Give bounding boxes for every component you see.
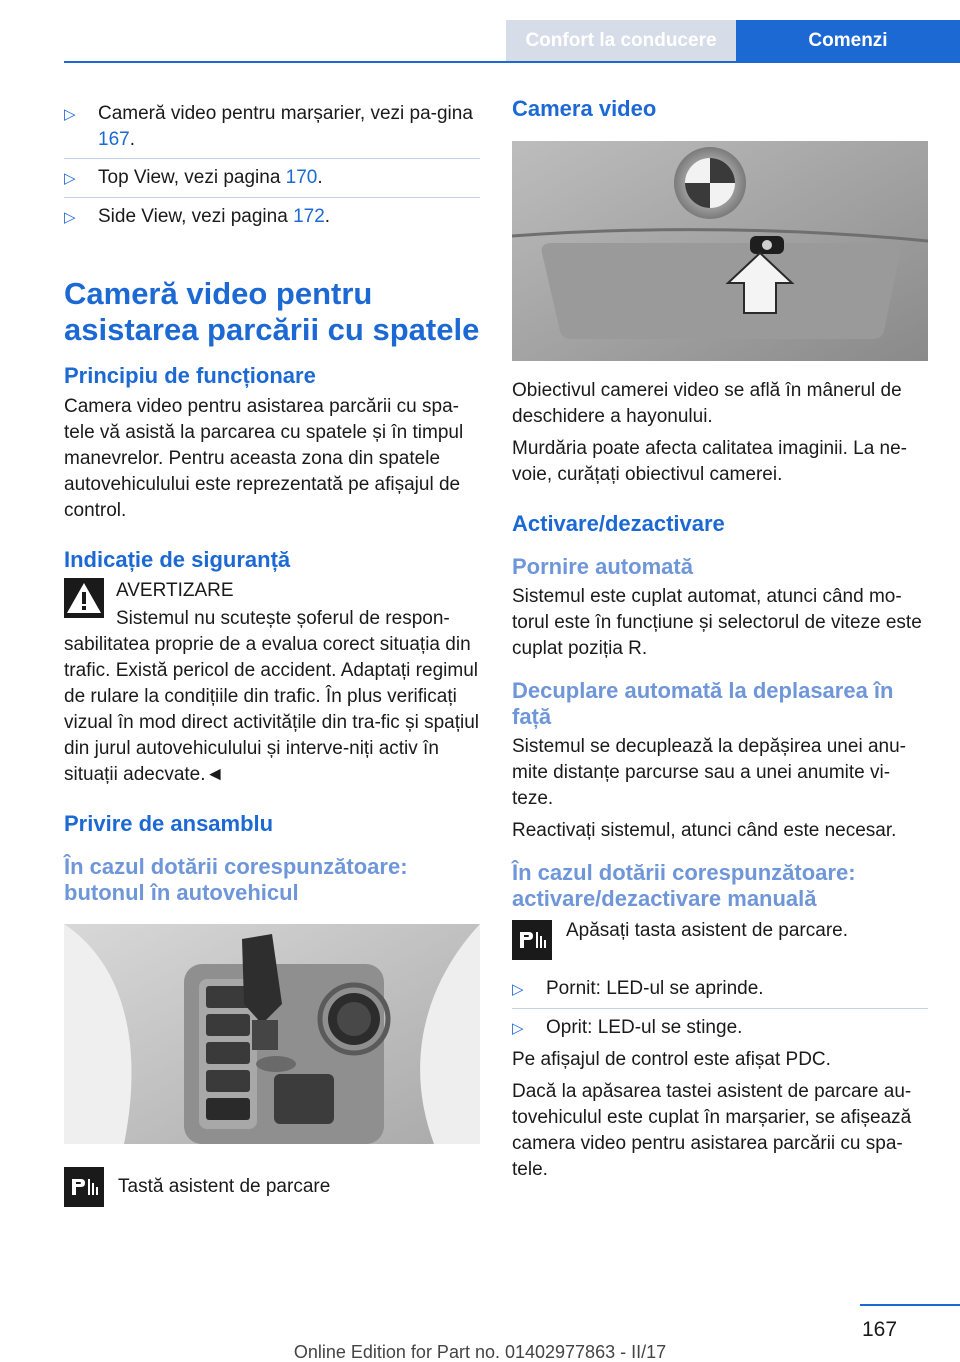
list-item-text: Top View, vezi pagina xyxy=(98,167,286,188)
list-item-text: Pornit: LED-ul se aprinde. xyxy=(546,978,764,999)
list-item: ▷ Top View, vezi pagina 170. xyxy=(64,159,480,198)
manual-heading: În cazul dotării corespunzătoare: activare/dezactivare manuală xyxy=(512,860,856,911)
warning-block xyxy=(64,578,480,788)
button-caption-row xyxy=(64,1167,480,1207)
warning-triangle-icon xyxy=(64,578,104,618)
list-item-text: Side View, vezi pagina xyxy=(98,206,294,227)
safety-heading: Indicație de siguranță xyxy=(64,547,291,572)
equipment-heading: În cazul dotării corespunzătoare: butonul în autovehicul xyxy=(64,854,408,905)
header-divider xyxy=(64,61,960,63)
auto-decouple-text: Sistemul se decuplează la depășirea unei anu-mite distanțe parcurse sau a unei anumite vi-teze. xyxy=(512,736,906,809)
parking-assistant-icon xyxy=(64,1167,104,1207)
dirt-warning-text: Murdăria poate afecta calitatea imaginii. La ne-voie, curățați obiectivul camerei. xyxy=(512,438,908,485)
list-item xyxy=(512,1009,928,1047)
principle-text: Camera video pentru asistarea parcării cu spa-tele vă asistă la parcarea cu spatele și în timpul manevrelor. Pentru aceasta zona din spatele autovehiculului este reprezentată pe afișajul de control. xyxy=(64,396,464,521)
led-status-list xyxy=(512,970,928,1047)
auto-start-text: Sistemul este cuplat automat, atunci când mo-torul este în funcțiune și selectorul de viteze este cuplat poziția R. xyxy=(512,586,922,659)
triangle-bullet-icon: ▷ xyxy=(64,209,76,226)
cross-reference-list xyxy=(64,95,480,236)
button-caption: Tastă asistent de parcare xyxy=(118,1176,331,1197)
warning-first-line: Sistemul nu scutește șoferul de respon- xyxy=(116,608,450,629)
camera-location-text: Obiectivul camerei video se află în mânerul de deschidere a hayonului. xyxy=(512,380,902,427)
list-item: ▷ Side View, vezi pagina 172. xyxy=(64,198,480,236)
reactivate-text: Reactivați sistemul, atunci când este necesar. xyxy=(512,820,897,841)
pdc-text: Pe afișajul de control este afișat PDC. xyxy=(512,1049,831,1070)
active-chapter-tab[interactable]: Comenzi xyxy=(736,20,960,62)
page-number: 167 xyxy=(862,1318,898,1341)
triangle-bullet-icon: ▷ xyxy=(64,170,76,187)
warning-text: sabilitatea proprie de a evalua corect situația din trafic. Există pericol de accident. Adaptați regimul de rulare la condițiile din trafic. În plus verificați vizual în mod direct activitățile din tra-fic și spațiul din jurul autovehiculului și interve-niți activ în situații adecvate.◄ xyxy=(64,634,479,785)
final-text: Dacă la apăsarea tastei asistent de parcare au-tovehiculul este cuplat în marșarier, se afișează camera video pentru asistarea parcării cu spa-tele. xyxy=(512,1081,912,1180)
list-item xyxy=(512,970,928,1009)
warning-label: AVERTIZARE xyxy=(116,580,234,601)
list-item-text: Oprit: LED-ul se stinge. xyxy=(546,1017,743,1038)
list-item-text: Cameră video pentru marșarier, vezi pa-gina xyxy=(98,103,473,124)
overview-heading: Privire de ansamblu xyxy=(64,811,274,836)
section-tab[interactable]: Confort la conducere xyxy=(506,20,736,62)
rear-camera-photo xyxy=(512,141,928,361)
section-title: Cameră video pentru asistarea parcării cu spatele xyxy=(64,276,480,347)
manual-instruction-row xyxy=(512,920,928,960)
list-item: ▷ Cameră video pentru marșarier, vezi pa-gina 167. xyxy=(64,95,480,159)
auto-start-heading: Pornire automată xyxy=(512,554,693,579)
page-link[interactable]: 167 xyxy=(98,129,130,150)
page-number-divider xyxy=(860,1304,960,1306)
triangle-bullet-icon: ▷ xyxy=(512,1020,524,1037)
parking-assistant-icon xyxy=(512,920,552,960)
page-link[interactable]: 172 xyxy=(293,206,325,227)
edition-footer: Online Edition for Part no. 01402977863 - II/17 xyxy=(293,1342,667,1362)
activation-heading: Activare/dezactivare xyxy=(512,511,725,536)
triangle-bullet-icon: ▷ xyxy=(512,981,524,998)
triangle-bullet-icon: ▷ xyxy=(64,106,76,123)
camera-heading: Camera video xyxy=(512,96,657,121)
auto-decouple-heading: Decuplare automată la deplasarea în față xyxy=(512,678,894,729)
principle-heading: Principiu de funcționare xyxy=(64,363,316,388)
page-header xyxy=(506,20,960,62)
page-link[interactable]: 170 xyxy=(285,167,318,188)
manual-instruction: Apăsați tasta asistent de parcare. xyxy=(566,920,848,941)
center-console-photo xyxy=(64,924,480,1144)
right-column xyxy=(512,95,928,1189)
left-column xyxy=(64,95,480,1207)
